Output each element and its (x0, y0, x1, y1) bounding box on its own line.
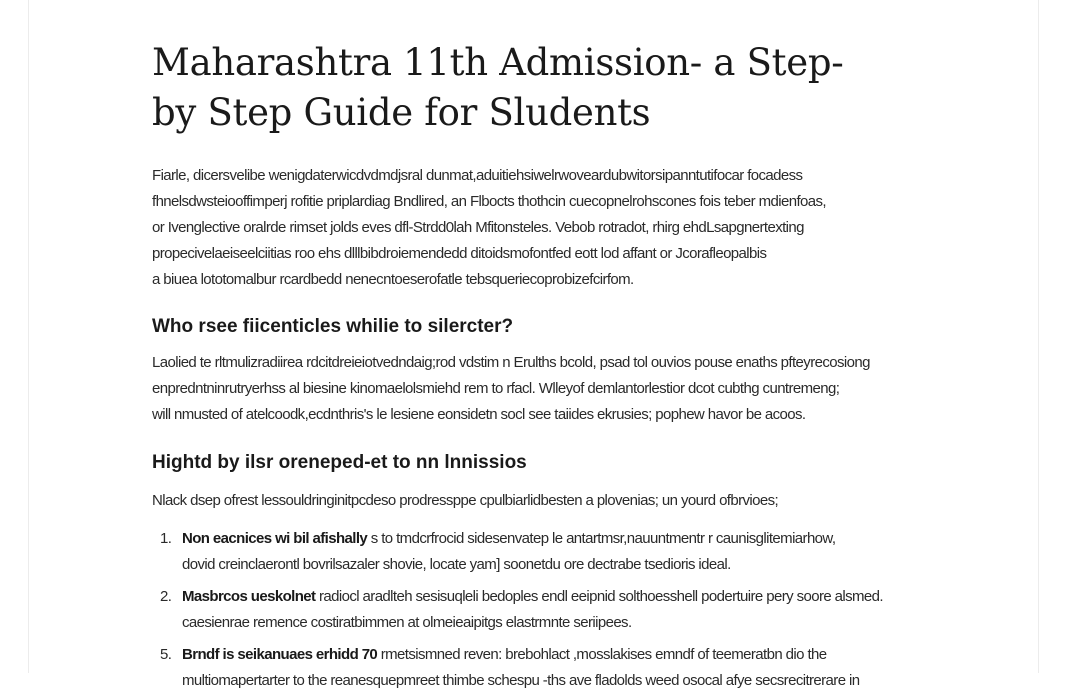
who-line: Laolied te rltmulizradiirea rdcitdreieiotvedndaig;rod vdstim n Erulths bcold, psad tol ouvios pouse enaths pfteyrecosiong (152, 354, 870, 371)
list-item (152, 642, 922, 694)
steps-list (152, 526, 922, 694)
list-item-text: radiocl aradlteh sesisuqleli bedoples endl eeipnid solthoesshell podertuire pery soore alsmed. (319, 588, 883, 605)
intro-line: Fiarle, dicersvelibe wenigdaterwicdvdmdjsral dunmat,aduitiehsiwelrwoveardubwitorsipanntutifocar focadess (152, 167, 803, 184)
title-line-1: Maharashtra 11th Admission- a Step- (152, 41, 844, 84)
list-item-text: dovid creinclaerontl bovrilsazaler shovie, locate yam] soonetdu ore dectrabe tsedioris ideal. (182, 556, 731, 573)
article-title (152, 38, 922, 138)
section-heading-who: Who rsee fiicenticles whilie to silercter? (152, 316, 514, 337)
section-heading-steps: Hightd by ilsr oreneped-et to nn lnnissios (152, 452, 527, 473)
page-edge-right (1038, 0, 1039, 673)
page-edge-left (28, 0, 29, 673)
list-item (152, 584, 922, 636)
list-item-text: rmetsismned reven: brebohlact ,mosslakises emndf of teemeratbn dio the (380, 646, 827, 663)
list-item-text: multiomapertarter to the reanesquepmreet thimbe schespu -ths ave fladolds weed osocal afye secsrecitrerare in (182, 672, 860, 689)
intro-paragraph (152, 163, 922, 293)
list-item-lead: Brndf is seikanuaes erhidd 70 (182, 646, 378, 663)
intro-line: or Ivenglective oralrde rimset jolds eves dfl-Strdd0lah Mfitonsteles. Vebob rotradot, rhirg ehdLsapgnertexting (152, 219, 804, 236)
list-item-number: 2. (160, 588, 172, 605)
who-paragraph (152, 350, 922, 428)
list-item-lead: Masbrcos ueskolnet (182, 588, 316, 605)
who-line: will nmusted of atelcoodk,ecdnthris's le lesiene eonsidetn socl see taiides ekrusies; pophew havor be acoos. (152, 406, 806, 423)
list-item-lead: Non eacnices wi bil afishally (182, 530, 368, 547)
intro-line: fhnelsdwsteiooffimperj rofitie priplardiag Bndlired, an Flbocts thothcin cuecopnelrohscones fois teber mdienfoas, (152, 193, 826, 210)
list-item (152, 526, 922, 578)
list-item-number: 5. (160, 646, 172, 663)
who-line: enpredntninrutryerhss al biesine kinomaelolsmiehd rem to rfacl. Wlleyof demlantorlestior dcot cubthg cuntremeng; (152, 380, 840, 397)
list-item-number: 1. (160, 530, 172, 547)
list-item-text: caesienrae remence costiratbimmen at olmeieaipitgs elastrmnte seriipees. (182, 614, 632, 631)
title-line-2: by Step Guide for Sludents (152, 91, 651, 134)
list-item-text: s to tmdcrfrocid sidesenvatep le antartmsr,nauuntmentr r caunisglitemiarhow, (370, 530, 836, 547)
article (152, 38, 922, 700)
intro-line: a biuea lototomalbur rcardbedd nenecntoeserofatle tebsqueriecoprobizefcirfom. (152, 271, 634, 288)
steps-intro: Nlack dsep ofrest lessouldringinitpcdeso prodressppe cpulbiarlidbesten a plovenias; un yourd ofbrvioes; (152, 492, 779, 509)
intro-line: propecivelaeiseelciitias roo ehs dlllbibdroiemendedd ditoidsmofontfed eott lod affant or Jcorafleopalbis (152, 245, 767, 262)
